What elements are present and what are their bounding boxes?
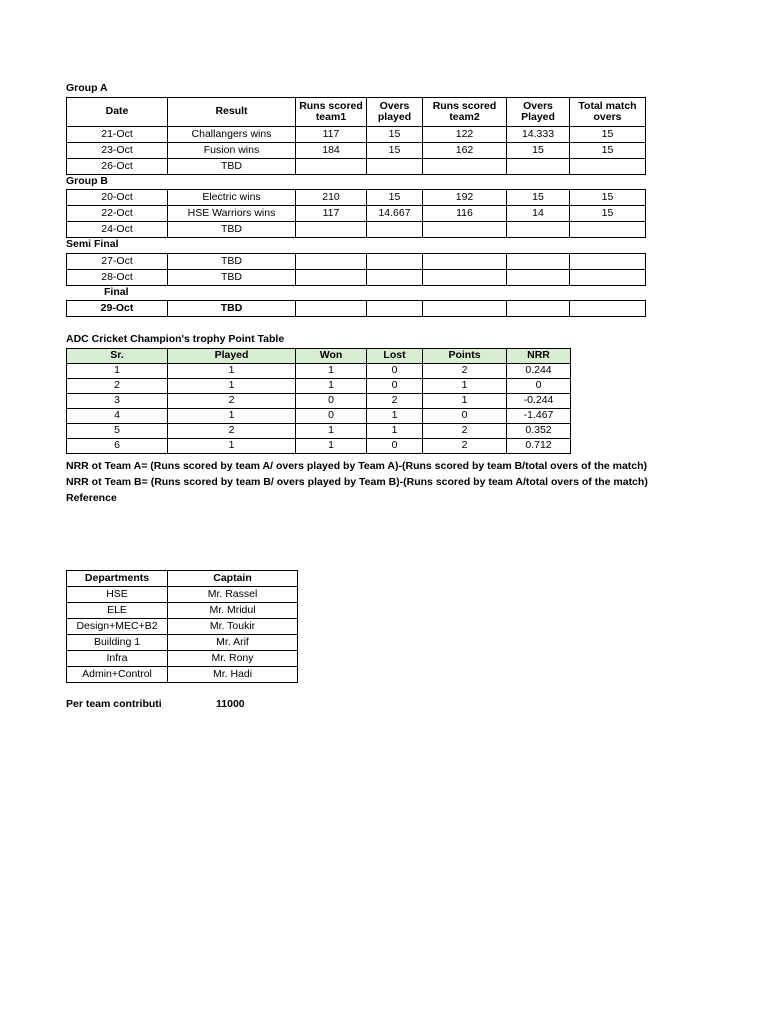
contribution-value: 11000	[216, 698, 245, 710]
header-captain: Captain	[168, 571, 298, 587]
table-cell: 162	[423, 143, 507, 159]
table-cell: 15	[507, 190, 570, 206]
header-won: Won	[296, 349, 367, 364]
table-cell: 1	[296, 439, 367, 454]
table-cell	[423, 159, 507, 175]
table-cell: HSE	[67, 587, 168, 603]
table-cell: 116	[423, 206, 507, 222]
header-total-match-overs: Total match overs	[570, 98, 646, 127]
table-cell	[570, 159, 646, 175]
table-cell: TBD	[168, 254, 296, 270]
departments-header-row	[67, 571, 298, 587]
table-cell: 1	[423, 394, 507, 409]
group-a-table	[66, 97, 646, 175]
table-cell: Mr. Toukir	[168, 619, 298, 635]
table-row	[67, 254, 646, 270]
table-cell: 27-Oct	[67, 254, 168, 270]
table-cell: 21-Oct	[67, 127, 168, 143]
table-cell	[296, 254, 367, 270]
table-cell: 5	[67, 424, 168, 439]
table-row	[67, 651, 298, 667]
table-cell	[367, 254, 423, 270]
table-cell: TBD	[168, 159, 296, 175]
table-cell	[507, 254, 570, 270]
header-lost: Lost	[367, 349, 423, 364]
table-row	[67, 127, 646, 143]
table-cell: 15	[367, 127, 423, 143]
point-table-header-row	[67, 349, 571, 364]
table-cell: 1	[423, 379, 507, 394]
table-cell	[507, 270, 570, 286]
table-cell: 2	[168, 424, 296, 439]
table-cell: Challangers wins	[168, 127, 296, 143]
table-cell: 192	[423, 190, 507, 206]
semi-final-table	[66, 253, 646, 286]
table-row	[67, 364, 571, 379]
semi-final-title: Semi Final	[66, 238, 119, 250]
table-cell	[367, 270, 423, 286]
table-cell: 14.333	[507, 127, 570, 143]
table-row	[67, 190, 646, 206]
table-cell: -0.244	[507, 394, 571, 409]
table-cell: 15	[507, 143, 570, 159]
contribution-label: Per team contributi	[66, 698, 162, 710]
header-played: Played	[168, 349, 296, 364]
table-cell: 2	[423, 439, 507, 454]
table-cell: 28-Oct	[67, 270, 168, 286]
nrr-team-a-note: NRR ot Team A= (Runs scored by team A/ overs played by Team A)-(Runs scored by team B/total overs of the match)	[66, 460, 648, 472]
group-b-title: Group B	[66, 175, 108, 187]
table-cell: 1	[367, 424, 423, 439]
table-cell: 23-Oct	[67, 143, 168, 159]
table-cell	[296, 222, 367, 238]
table-row	[67, 439, 571, 454]
table-cell: 2	[423, 424, 507, 439]
table-row	[67, 206, 646, 222]
header-date: Date	[67, 98, 168, 127]
table-cell	[423, 301, 507, 317]
table-cell: 2	[423, 364, 507, 379]
table-row	[67, 587, 298, 603]
table-cell	[423, 222, 507, 238]
nrr-team-b-note: NRR ot Team B= (Runs scored by team B/ overs played by Team B)-(Runs scored by team A/total overs of the match)	[66, 476, 648, 488]
table-row	[67, 424, 571, 439]
header-overs-played-team1: Overs played	[367, 98, 423, 127]
table-cell	[507, 222, 570, 238]
table-cell	[570, 301, 646, 317]
table-cell	[570, 270, 646, 286]
table-cell: 2	[67, 379, 168, 394]
table-cell: 3	[67, 394, 168, 409]
table-cell: 1	[168, 364, 296, 379]
table-cell: 0	[507, 379, 571, 394]
table-row	[67, 143, 646, 159]
table-cell: Mr. Arif	[168, 635, 298, 651]
table-cell	[367, 301, 423, 317]
table-row	[67, 619, 298, 635]
header-overs-played-team2: Overs Played	[507, 98, 570, 127]
table-cell: 0	[367, 364, 423, 379]
table-cell: 15	[570, 206, 646, 222]
table-row	[67, 409, 571, 424]
table-cell	[507, 159, 570, 175]
table-cell: 0.244	[507, 364, 571, 379]
table-cell: 24-Oct	[67, 222, 168, 238]
table-cell: 14	[507, 206, 570, 222]
table-cell: 1	[296, 379, 367, 394]
table-cell: TBD	[168, 301, 296, 317]
table-cell	[423, 270, 507, 286]
table-cell: 117	[296, 127, 367, 143]
table-cell	[570, 222, 646, 238]
table-cell: Fusion wins	[168, 143, 296, 159]
table-cell: 0	[296, 409, 367, 424]
table-row	[67, 301, 646, 317]
table-row	[67, 270, 646, 286]
point-table	[66, 348, 571, 454]
table-cell: Mr. Rassel	[168, 587, 298, 603]
table-cell: 1	[168, 409, 296, 424]
table-cell: Building 1	[67, 635, 168, 651]
table-cell: 210	[296, 190, 367, 206]
table-cell: 0	[423, 409, 507, 424]
table-cell: 6	[67, 439, 168, 454]
table-cell: 29-Oct	[67, 301, 168, 317]
reference-label: Reference	[66, 492, 117, 504]
table-cell: 15	[570, 127, 646, 143]
table-cell	[296, 301, 367, 317]
table-cell: 15	[570, 190, 646, 206]
table-cell: Admin+Control	[67, 667, 168, 683]
table-cell: 0.712	[507, 439, 571, 454]
table-cell: 1	[296, 424, 367, 439]
table-cell: ELE	[67, 603, 168, 619]
header-points: Points	[423, 349, 507, 364]
table-cell: 15	[570, 143, 646, 159]
header-result: Result	[168, 98, 296, 127]
table-cell: 122	[423, 127, 507, 143]
table-cell: 184	[296, 143, 367, 159]
table-cell: 1	[296, 364, 367, 379]
final-title: Final	[104, 286, 129, 298]
table-cell	[367, 222, 423, 238]
table-cell	[507, 301, 570, 317]
table-cell: 4	[67, 409, 168, 424]
group-a-title: Group A	[66, 82, 108, 94]
header-sr: Sr.	[67, 349, 168, 364]
table-cell: Mr. Rony	[168, 651, 298, 667]
table-cell: 0.352	[507, 424, 571, 439]
table-cell: Design+MEC+B2	[67, 619, 168, 635]
point-table-title: ADC Cricket Champion's trophy Point Table	[66, 333, 285, 345]
table-cell: 1	[367, 409, 423, 424]
table-cell: 2	[168, 394, 296, 409]
table-cell: TBD	[168, 222, 296, 238]
final-table	[66, 300, 646, 317]
table-cell: 1	[168, 379, 296, 394]
table-cell: 14.667	[367, 206, 423, 222]
table-cell: 15	[367, 190, 423, 206]
table-cell: HSE Warriors wins	[168, 206, 296, 222]
table-cell: 0	[367, 379, 423, 394]
table-cell: 20-Oct	[67, 190, 168, 206]
header-runs-team1: Runs scored team1	[296, 98, 367, 127]
table-row	[67, 667, 298, 683]
header-departments: Departments	[67, 571, 168, 587]
table-cell	[570, 254, 646, 270]
table-cell: Mr. Hadi	[168, 667, 298, 683]
table-cell: 117	[296, 206, 367, 222]
table-cell	[296, 159, 367, 175]
table-cell	[296, 270, 367, 286]
table-cell: 2	[367, 394, 423, 409]
table-row	[67, 635, 298, 651]
table-cell	[423, 254, 507, 270]
group-b-table	[66, 189, 646, 238]
table-cell: 1	[67, 364, 168, 379]
table-row	[67, 159, 646, 175]
table-row	[67, 379, 571, 394]
table-row	[67, 394, 571, 409]
table-cell: 26-Oct	[67, 159, 168, 175]
table-cell: 1	[168, 439, 296, 454]
table-cell: 0	[367, 439, 423, 454]
table-cell: 0	[296, 394, 367, 409]
table-cell: 15	[367, 143, 423, 159]
header-nrr: NRR	[507, 349, 571, 364]
table-cell: Mr. Mridul	[168, 603, 298, 619]
table-row	[67, 222, 646, 238]
table-cell: TBD	[168, 270, 296, 286]
header-runs-team2: Runs scored team2	[423, 98, 507, 127]
table-row	[67, 603, 298, 619]
table-cell: -1.467	[507, 409, 571, 424]
departments-table	[66, 570, 298, 683]
group-a-header-row	[67, 98, 646, 127]
table-cell: 22-Oct	[67, 206, 168, 222]
table-cell: Infra	[67, 651, 168, 667]
table-cell: Electric wins	[168, 190, 296, 206]
table-cell	[367, 159, 423, 175]
